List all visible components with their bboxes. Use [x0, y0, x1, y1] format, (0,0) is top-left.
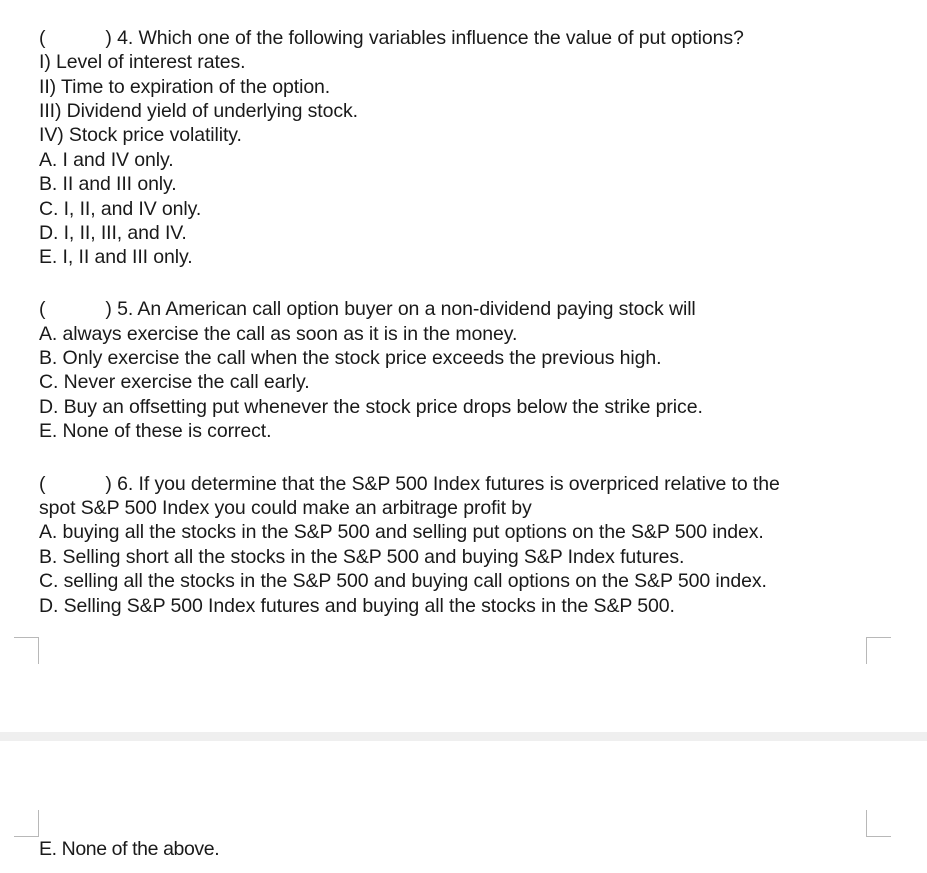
option: A. always exercise the call as soon as it is in the money. [39, 323, 518, 345]
option: E. None of these is correct. [39, 420, 272, 442]
option: D. I, II, III, and IV. [39, 222, 187, 244]
option: B. Selling short all the stocks in the S&P 500 and buying S&P Index futures. [39, 546, 685, 568]
option: E. I, II and III only. [39, 246, 193, 268]
answer-blank-open: ( [39, 298, 46, 320]
page-break-gap [0, 732, 927, 741]
option: A. I and IV only. [39, 149, 174, 171]
question-6-text: ) 6. If you determine that the S&P 500 Index futures is overpriced relative to the [105, 473, 780, 495]
option: D. Selling S&P 500 Index futures and buying all the stocks in the S&P 500. [39, 595, 675, 617]
page-margin-corner-bottom-left [14, 637, 39, 664]
option: C. selling all the stocks in the S&P 500 and buying call options on the S&P 500 index. [39, 570, 767, 592]
question-6-stem-line2: spot S&P 500 Index you could make an arbitrage profit by [39, 497, 532, 519]
page-margin-corner-top-left [14, 810, 39, 837]
option: D. Buy an offsetting put whenever the stock price drops below the strike price. [39, 396, 703, 418]
statement: IV) Stock price volatility. [39, 124, 242, 146]
option: B. Only exercise the call when the stock price exceeds the previous high. [39, 347, 662, 369]
statement: III) Dividend yield of underlying stock. [39, 100, 358, 122]
statement: II) Time to expiration of the option. [39, 76, 331, 98]
option: A. buying all the stocks in the S&P 500 and selling put options on the S&P 500 index. [39, 521, 764, 543]
answer-blank-open: ( [39, 27, 46, 49]
page-margin-corner-bottom-right [866, 637, 891, 664]
answer-blank-open: ( [39, 473, 46, 495]
question-6-stem [39, 472, 780, 496]
option: B. II and III only. [39, 173, 177, 195]
option: C. Never exercise the call early. [39, 371, 310, 393]
option: E. None of the above. [39, 838, 220, 860]
question-5-text: ) 5. An American call option buyer on a non-dividend paying stock will [105, 298, 696, 320]
statement: I) Level of interest rates. [39, 51, 246, 73]
option: C. I, II, and IV only. [39, 198, 202, 220]
page-margin-corner-top-right [866, 810, 891, 837]
question-4-text: ) 4. Which one of the following variables influence the value of put options? [105, 27, 744, 49]
question-5-stem [39, 297, 696, 321]
question-4-stem [39, 26, 744, 50]
